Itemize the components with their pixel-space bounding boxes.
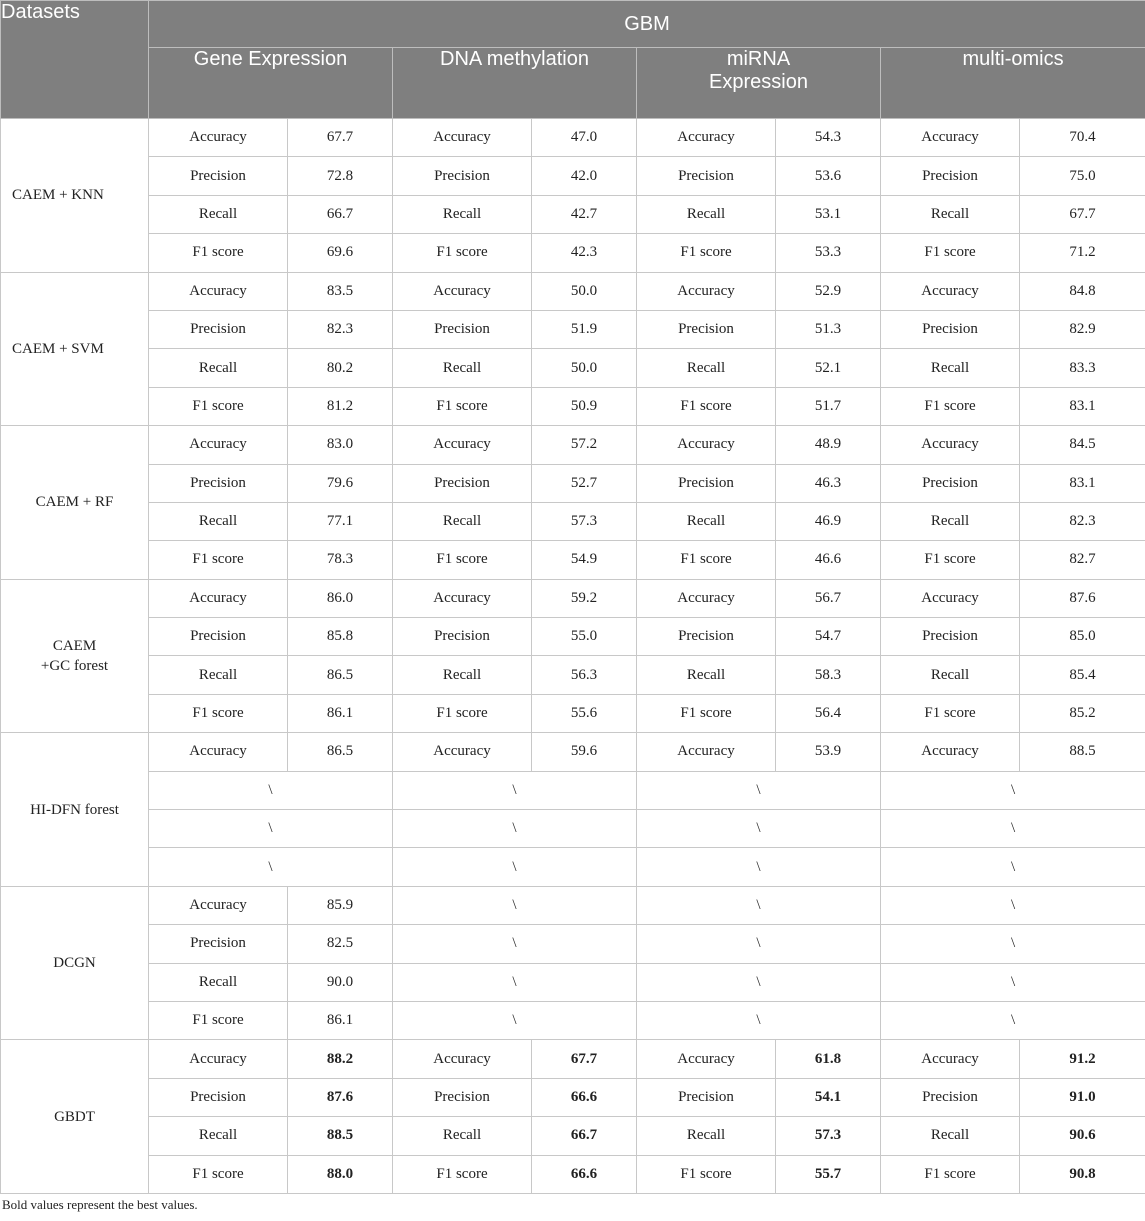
metric-label: F1 score: [637, 234, 776, 272]
metric-label: Precision: [393, 157, 532, 195]
best-metric-value: 88.2: [288, 1040, 393, 1078]
not-available-cell: \: [393, 963, 637, 1001]
metric-label: Precision: [149, 464, 288, 502]
metric-label: Precision: [637, 157, 776, 195]
metric-label: Precision: [881, 464, 1020, 502]
metric-label: Recall: [881, 195, 1020, 233]
metric-value: 56.7: [776, 579, 881, 617]
metric-label: Recall: [637, 349, 776, 387]
not-available-cell: \: [393, 925, 637, 963]
omics-header-multi-omics: multi-omics: [881, 48, 1145, 119]
metric-label: Accuracy: [393, 1040, 532, 1078]
metric-value: 85.9: [288, 886, 393, 924]
metric-label: F1 score: [149, 541, 288, 579]
metric-label: Recall: [881, 502, 1020, 540]
metric-value: 85.8: [288, 618, 393, 656]
metric-label: F1 score: [881, 234, 1020, 272]
metric-label: Recall: [149, 963, 288, 1001]
metric-value: 81.2: [288, 387, 393, 425]
metric-value: 54.7: [776, 618, 881, 656]
metric-value: 59.6: [532, 733, 637, 771]
metric-value: 70.4: [1020, 119, 1145, 157]
table-row: [1, 733, 1145, 771]
table-row: [1, 1117, 1145, 1155]
metric-value: 72.8: [288, 157, 393, 195]
table-row: [1, 541, 1145, 579]
not-available-cell: \: [393, 810, 637, 848]
metric-label: Accuracy: [637, 272, 776, 310]
not-available-cell: \: [637, 1001, 881, 1039]
metric-value: 52.9: [776, 272, 881, 310]
best-metric-value: 91.0: [1020, 1078, 1145, 1116]
metric-label: Precision: [149, 157, 288, 195]
method-name: HI-DFN forest: [1, 733, 149, 887]
metric-value: 77.1: [288, 502, 393, 540]
metric-value: 82.3: [1020, 502, 1145, 540]
metric-label: Accuracy: [637, 733, 776, 771]
metric-label: F1 score: [149, 694, 288, 732]
metric-label: Accuracy: [149, 426, 288, 464]
table-row: [1, 464, 1145, 502]
not-available-cell: \: [637, 925, 881, 963]
table-row: [1, 618, 1145, 656]
metric-value: 54.9: [532, 541, 637, 579]
metric-label: Accuracy: [393, 733, 532, 771]
table-body: [1, 119, 1145, 1194]
metric-label: Recall: [881, 656, 1020, 694]
best-metric-value: 57.3: [776, 1117, 881, 1155]
table-row: [1, 963, 1145, 1001]
metric-label: Recall: [637, 195, 776, 233]
metric-label: Accuracy: [149, 733, 288, 771]
omics-header-mirna-expression: miRNA Expression: [637, 48, 881, 119]
table-row: [1, 1040, 1145, 1078]
metric-label: Precision: [393, 464, 532, 502]
not-available-cell: \: [881, 886, 1145, 924]
metric-label: F1 score: [881, 1155, 1020, 1193]
metric-label: Precision: [149, 1078, 288, 1116]
best-metric-value: 66.7: [532, 1117, 637, 1155]
metric-label: F1 score: [637, 541, 776, 579]
table-row: [1, 272, 1145, 310]
metric-label: F1 score: [149, 387, 288, 425]
best-metric-value: 90.6: [1020, 1117, 1145, 1155]
metric-value: 86.1: [288, 694, 393, 732]
metric-value: 57.3: [532, 502, 637, 540]
metric-label: Accuracy: [637, 579, 776, 617]
metric-label: F1 score: [393, 1155, 532, 1193]
metric-value: 86.5: [288, 733, 393, 771]
best-metric-value: 88.0: [288, 1155, 393, 1193]
metric-value: 71.2: [1020, 234, 1145, 272]
not-available-cell: \: [393, 771, 637, 809]
metric-value: 53.6: [776, 157, 881, 195]
metric-value: 90.0: [288, 963, 393, 1001]
metric-value: 83.1: [1020, 464, 1145, 502]
metric-value: 86.1: [288, 1001, 393, 1039]
metric-label: Accuracy: [881, 426, 1020, 464]
table-row: [1, 234, 1145, 272]
not-available-cell: \: [881, 925, 1145, 963]
best-metric-value: 61.8: [776, 1040, 881, 1078]
metric-label: Precision: [393, 1078, 532, 1116]
not-available-cell: \: [637, 771, 881, 809]
metric-value: 52.1: [776, 349, 881, 387]
table-row: [1, 925, 1145, 963]
table-row: [1, 502, 1145, 540]
metric-value: 42.0: [532, 157, 637, 195]
table-row: [1, 157, 1145, 195]
metric-label: Accuracy: [149, 119, 288, 157]
metric-value: 56.3: [532, 656, 637, 694]
not-available-cell: \: [881, 963, 1145, 1001]
not-available-cell: \: [149, 771, 393, 809]
not-available-cell: \: [881, 1001, 1145, 1039]
metric-value: 51.7: [776, 387, 881, 425]
metric-value: 82.9: [1020, 310, 1145, 348]
best-metric-value: 55.7: [776, 1155, 881, 1193]
metric-label: Recall: [393, 1117, 532, 1155]
metric-value: 86.0: [288, 579, 393, 617]
metric-label: Accuracy: [637, 1040, 776, 1078]
metric-label: Accuracy: [881, 119, 1020, 157]
method-name: GBDT: [1, 1040, 149, 1194]
metric-value: 85.2: [1020, 694, 1145, 732]
not-available-cell: \: [149, 810, 393, 848]
metric-value: 48.9: [776, 426, 881, 464]
metric-label: Recall: [637, 502, 776, 540]
not-available-cell: \: [637, 886, 881, 924]
metric-label: Accuracy: [637, 426, 776, 464]
metric-value: 67.7: [1020, 195, 1145, 233]
method-name: CAEM +GC forest: [1, 579, 149, 733]
metric-label: Accuracy: [149, 886, 288, 924]
metric-label: Accuracy: [149, 272, 288, 310]
table-row: [1, 387, 1145, 425]
metric-label: F1 score: [393, 541, 532, 579]
metric-label: Precision: [393, 310, 532, 348]
metric-label: Accuracy: [881, 579, 1020, 617]
metric-value: 83.0: [288, 426, 393, 464]
metric-label: F1 score: [393, 694, 532, 732]
not-available-cell: \: [881, 771, 1145, 809]
best-metric-value: 67.7: [532, 1040, 637, 1078]
method-name: CAEM + SVM: [1, 272, 149, 426]
gbm-header: GBM: [149, 1, 1145, 48]
metric-label: Precision: [637, 310, 776, 348]
metric-label: Recall: [637, 656, 776, 694]
metric-label: Accuracy: [881, 1040, 1020, 1078]
metric-label: Accuracy: [881, 272, 1020, 310]
metric-value: 57.2: [532, 426, 637, 464]
metric-value: 83.1: [1020, 387, 1145, 425]
best-metric-value: 66.6: [532, 1155, 637, 1193]
not-available-cell: \: [881, 810, 1145, 848]
metric-value: 82.7: [1020, 541, 1145, 579]
metric-label: Precision: [393, 618, 532, 656]
metric-label: Precision: [149, 618, 288, 656]
metric-label: Recall: [149, 1117, 288, 1155]
metric-value: 50.9: [532, 387, 637, 425]
metric-value: 53.3: [776, 234, 881, 272]
metric-label: F1 score: [637, 387, 776, 425]
table-row: [1, 886, 1145, 924]
metric-value: 83.3: [1020, 349, 1145, 387]
table-row: [1, 694, 1145, 732]
metric-label: F1 score: [149, 1001, 288, 1039]
table-row: [1, 119, 1145, 157]
metric-value: 53.9: [776, 733, 881, 771]
metric-label: Accuracy: [393, 579, 532, 617]
metric-label: F1 score: [149, 1155, 288, 1193]
metric-label: Precision: [149, 310, 288, 348]
datasets-header: Datasets: [1, 1, 149, 119]
best-metric-value: 91.2: [1020, 1040, 1145, 1078]
metric-label: F1 score: [637, 1155, 776, 1193]
metric-label: Recall: [149, 195, 288, 233]
metric-label: Recall: [393, 656, 532, 694]
metric-value: 55.6: [532, 694, 637, 732]
metric-value: 78.3: [288, 541, 393, 579]
metric-value: 75.0: [1020, 157, 1145, 195]
metric-value: 51.3: [776, 310, 881, 348]
metric-value: 55.0: [532, 618, 637, 656]
not-available-cell: \: [149, 848, 393, 886]
table-row: [1, 656, 1145, 694]
metric-label: Precision: [637, 464, 776, 502]
metric-label: Recall: [881, 1117, 1020, 1155]
metric-label: Accuracy: [637, 119, 776, 157]
best-metric-value: 88.5: [288, 1117, 393, 1155]
metric-label: F1 score: [393, 387, 532, 425]
metric-value: 59.2: [532, 579, 637, 617]
metric-value: 53.1: [776, 195, 881, 233]
metric-value: 50.0: [532, 272, 637, 310]
metric-value: 66.7: [288, 195, 393, 233]
metric-value: 84.5: [1020, 426, 1145, 464]
metric-label: Recall: [637, 1117, 776, 1155]
not-available-cell: \: [393, 886, 637, 924]
metric-label: Accuracy: [393, 426, 532, 464]
metric-value: 79.6: [288, 464, 393, 502]
omics-header-dna-methylation: DNA methylation: [393, 48, 637, 119]
metric-value: 56.4: [776, 694, 881, 732]
metric-value: 85.0: [1020, 618, 1145, 656]
table-row: [1, 848, 1145, 886]
table-row: [1, 1155, 1145, 1193]
metric-label: Recall: [393, 502, 532, 540]
table-row: [1, 195, 1145, 233]
omics-header-gene-expression: Gene Expression: [149, 48, 393, 119]
metric-label: Precision: [149, 925, 288, 963]
table-row: [1, 771, 1145, 809]
metric-label: Precision: [881, 310, 1020, 348]
best-metric-value: 90.8: [1020, 1155, 1145, 1193]
table-row: [1, 310, 1145, 348]
best-metric-value: 87.6: [288, 1078, 393, 1116]
metric-value: 50.0: [532, 349, 637, 387]
metric-value: 83.5: [288, 272, 393, 310]
metric-label: Recall: [149, 349, 288, 387]
metric-label: Recall: [881, 349, 1020, 387]
metric-value: 58.3: [776, 656, 881, 694]
metric-value: 85.4: [1020, 656, 1145, 694]
method-name: CAEM + RF: [1, 426, 149, 580]
metric-label: Recall: [149, 656, 288, 694]
metric-label: Recall: [393, 195, 532, 233]
table-footnote: Bold values represent the best values.: [2, 1197, 198, 1212]
metric-label: Precision: [881, 1078, 1020, 1116]
metric-label: Precision: [637, 618, 776, 656]
metric-label: Precision: [881, 618, 1020, 656]
metric-value: 88.5: [1020, 733, 1145, 771]
metric-label: Recall: [393, 349, 532, 387]
metric-label: F1 score: [149, 234, 288, 272]
metric-label: F1 score: [881, 387, 1020, 425]
metric-value: 82.5: [288, 925, 393, 963]
metric-label: Precision: [881, 157, 1020, 195]
metric-value: 86.5: [288, 656, 393, 694]
metric-value: 80.2: [288, 349, 393, 387]
not-available-cell: \: [637, 848, 881, 886]
table-row: [1, 1001, 1145, 1039]
metric-value: 87.6: [1020, 579, 1145, 617]
metric-label: Accuracy: [393, 119, 532, 157]
metric-label: Precision: [637, 1078, 776, 1116]
metric-value: 82.3: [288, 310, 393, 348]
metric-label: F1 score: [393, 234, 532, 272]
not-available-cell: \: [637, 810, 881, 848]
metric-value: 46.3: [776, 464, 881, 502]
metric-label: Accuracy: [393, 272, 532, 310]
metric-value: 42.7: [532, 195, 637, 233]
method-name: CAEM + KNN: [1, 119, 149, 273]
metric-label: Accuracy: [149, 579, 288, 617]
table-row: [1, 810, 1145, 848]
metric-value: 54.3: [776, 119, 881, 157]
metric-label: Accuracy: [149, 1040, 288, 1078]
metric-value: 47.0: [532, 119, 637, 157]
best-metric-value: 54.1: [776, 1078, 881, 1116]
table-row: [1, 579, 1145, 617]
table-header: [1, 1, 1145, 119]
table-row: [1, 349, 1145, 387]
metric-value: 67.7: [288, 119, 393, 157]
metric-value: 42.3: [532, 234, 637, 272]
metric-value: 51.9: [532, 310, 637, 348]
metric-value: 46.6: [776, 541, 881, 579]
metric-label: F1 score: [637, 694, 776, 732]
metric-label: Accuracy: [881, 733, 1020, 771]
not-available-cell: \: [637, 963, 881, 1001]
table-row: [1, 1078, 1145, 1116]
metric-value: 69.6: [288, 234, 393, 272]
best-metric-value: 66.6: [532, 1078, 637, 1116]
metric-value: 46.9: [776, 502, 881, 540]
method-name: DCGN: [1, 886, 149, 1040]
metric-value: 84.8: [1020, 272, 1145, 310]
metric-value: 52.7: [532, 464, 637, 502]
metric-label: Recall: [149, 502, 288, 540]
metric-label: F1 score: [881, 694, 1020, 732]
not-available-cell: \: [393, 1001, 637, 1039]
table-row: [1, 426, 1145, 464]
not-available-cell: \: [393, 848, 637, 886]
metric-label: F1 score: [881, 541, 1020, 579]
not-available-cell: \: [881, 848, 1145, 886]
